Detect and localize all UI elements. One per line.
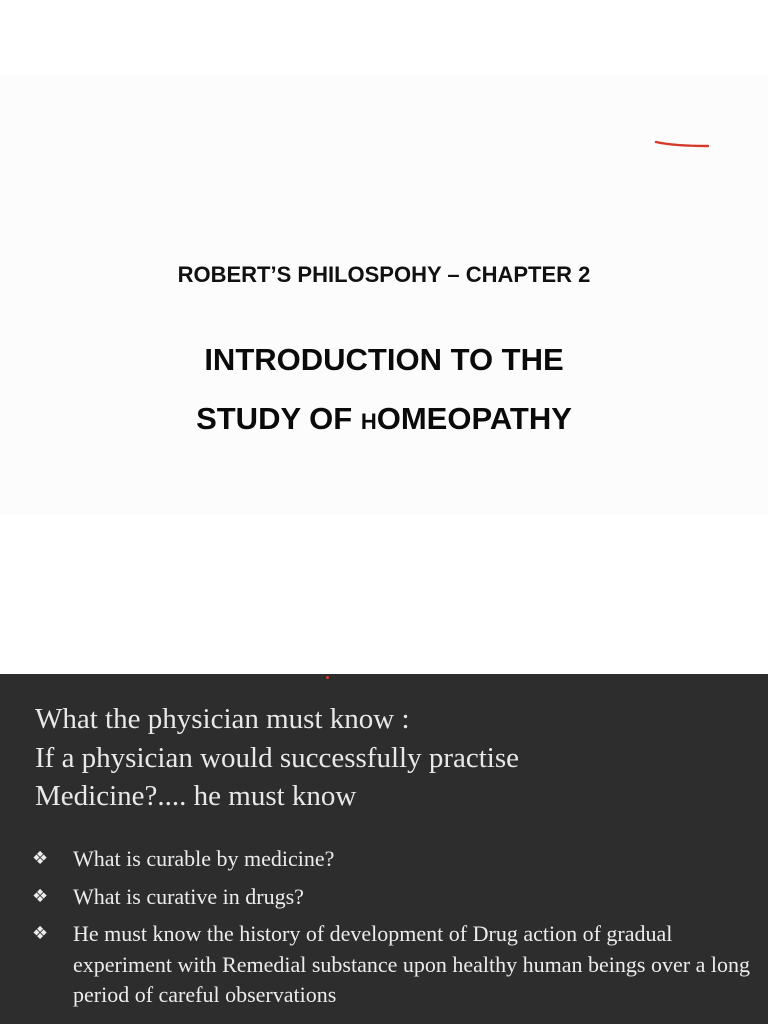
list-item bbox=[32, 919, 752, 1011]
diamond-bullet-icon: ❖ bbox=[32, 848, 49, 869]
bullet-text: He must know the history of development of Drug action of gradual experiment with Remedial substance upon healthy human beings over a long period of careful observations bbox=[73, 921, 750, 1007]
slide-title-line-2-part-c: OMEOPATHY bbox=[376, 401, 572, 436]
red-pen-mark bbox=[652, 136, 712, 152]
list-item bbox=[32, 844, 752, 875]
content-slide bbox=[0, 674, 768, 1024]
diamond-bullet-icon: ❖ bbox=[32, 885, 49, 907]
content-heading-line-3: Medicine?.... he must know bbox=[35, 780, 357, 812]
diamond-bullet-icon: ❖ bbox=[32, 923, 49, 944]
content-heading-line-1: What the physician must know : bbox=[35, 703, 410, 735]
slide-title-line-2-part-b: H bbox=[360, 409, 377, 434]
bullet-text: What is curable by medicine? bbox=[73, 846, 335, 871]
bullet-text: What is curative in drugs? bbox=[73, 883, 304, 909]
content-heading-line-2: If a physician would successfully practise bbox=[35, 741, 519, 774]
content-heading bbox=[35, 700, 755, 816]
red-dot-mark bbox=[326, 676, 329, 679]
list-item bbox=[32, 882, 752, 913]
slide-title-line-1: INTRODUCTION TO THE bbox=[204, 342, 564, 377]
bullet-list bbox=[32, 844, 752, 1018]
slide-title-line-2 bbox=[0, 401, 768, 437]
slide-subtitle: ROBERT’S PHILOSPOHY – CHAPTER 2 bbox=[177, 262, 591, 287]
slide-title-line-2-part-a: STUDY OF bbox=[196, 401, 361, 436]
